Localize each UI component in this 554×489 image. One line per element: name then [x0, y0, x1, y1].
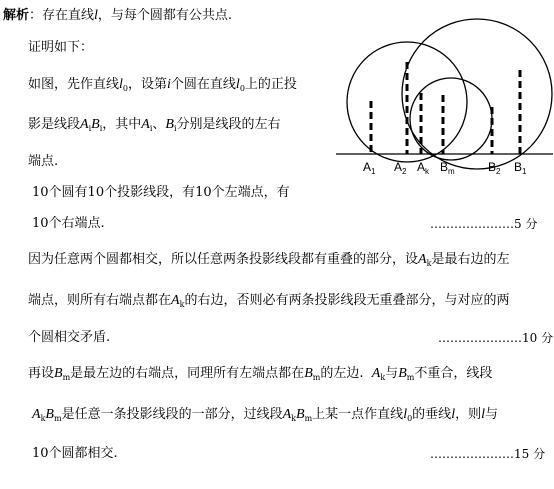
subscript: m: [312, 373, 321, 382]
subscript: m: [304, 414, 313, 423]
point-label-B1: $B_1$: [514, 160, 527, 176]
subscript: i: [173, 124, 177, 133]
text-segment: 端点，则所有右端点都在: [28, 293, 172, 308]
subscript: k: [291, 414, 297, 423]
text-segment: ，其中: [102, 117, 142, 132]
var-A: A: [371, 366, 381, 381]
text-segment: 如图，先作直线: [28, 77, 120, 92]
text-segment: 证明如下：: [28, 40, 94, 55]
point-label-A2: $A_2$: [394, 160, 407, 176]
var-l: l: [481, 407, 485, 422]
score-text: …………………10 分: [438, 331, 554, 345]
text-segment: 端点.: [28, 154, 59, 169]
text-segment: 是最右边的左: [431, 252, 510, 267]
text-segment: 个圆相交矛盾.: [28, 330, 111, 345]
subscript: m: [53, 414, 62, 423]
var-A: A: [80, 117, 89, 132]
var-A: A: [282, 407, 292, 422]
point-label-A1: $A_1$: [363, 160, 376, 176]
subscript: 0: [407, 414, 413, 423]
subscript: m: [62, 373, 71, 382]
var-B: B: [45, 407, 54, 422]
var-l: l: [235, 77, 240, 92]
text-segment: 与: [385, 366, 399, 381]
text-segment: 上的正投: [244, 77, 297, 92]
var-i: i: [167, 77, 171, 92]
text-segment: 10个圆都相交.: [32, 446, 118, 461]
text-segment: 、: [152, 117, 166, 132]
text-segment: 10个右端点.: [32, 216, 105, 231]
var-l: l: [119, 77, 123, 92]
text-segment: 再设: [28, 366, 55, 381]
var-B: B: [296, 407, 305, 422]
var-B: B: [398, 366, 407, 381]
text-segment: 影是线段: [28, 117, 81, 132]
text-segment: 不重合，线段: [414, 366, 493, 381]
text-segment: 是最左边的右端点，同理所有左端点都在: [70, 366, 305, 381]
text-segment: 的右边，否则必有两条投影线段无重叠部分，与对应的两: [184, 293, 510, 308]
subscript: 0: [239, 84, 245, 93]
text-segment: 个圆在直线: [170, 77, 236, 92]
text-segment: ：存在直线: [29, 8, 95, 23]
var-A: A: [171, 293, 180, 308]
score-text: …………………15 分: [430, 447, 546, 461]
var-B: B: [165, 117, 174, 132]
subscript: k: [40, 414, 46, 423]
text-segment: 的左边.: [320, 366, 364, 381]
var-A: A: [418, 252, 427, 267]
text-segment: ，则: [455, 407, 482, 422]
subscript: k: [380, 373, 386, 382]
text-segment: 与: [484, 407, 498, 422]
text-segment: ，与每个圆都有公共点.: [97, 8, 233, 23]
subscript: m: [406, 373, 415, 382]
subscript: k: [426, 259, 432, 268]
text-segment: 分别是线段的左右: [176, 117, 281, 132]
point-label-B2: $B_2$: [488, 160, 501, 176]
text-segment: ，设第: [128, 77, 168, 92]
var-l: l: [403, 407, 408, 422]
subscript: i: [88, 124, 92, 133]
score-text: …………………5 分: [430, 217, 538, 231]
text-segment: 是任意一条投影线段的一部分，过线段: [61, 407, 283, 422]
circle-2: [402, 19, 552, 169]
text-segment: 因为任意两个圆都相交，所以任意两条投影线段都有重叠的部分，设: [28, 252, 419, 267]
var-B: B: [91, 117, 100, 132]
point-label-Ak: $A_k$: [417, 160, 430, 176]
subscript: i: [149, 124, 153, 133]
text-segment: 上某一点作直线: [312, 407, 404, 422]
point-label-Bm: $B_m$: [440, 160, 455, 176]
var-A: A: [32, 407, 41, 422]
subscript: 0: [122, 84, 128, 93]
analysis-label: 解析: [3, 8, 30, 23]
var-l: l: [451, 407, 456, 422]
var-B: B: [304, 366, 313, 381]
text-segment: 10个圆有10个投影线段，有10个左端点，有: [32, 185, 290, 200]
subscript: i: [99, 124, 103, 133]
var-A: A: [141, 117, 150, 132]
subscript: k: [179, 300, 185, 309]
var-B: B: [54, 366, 63, 381]
var-l: l: [94, 8, 98, 23]
text-segment: 的垂线: [412, 407, 452, 422]
